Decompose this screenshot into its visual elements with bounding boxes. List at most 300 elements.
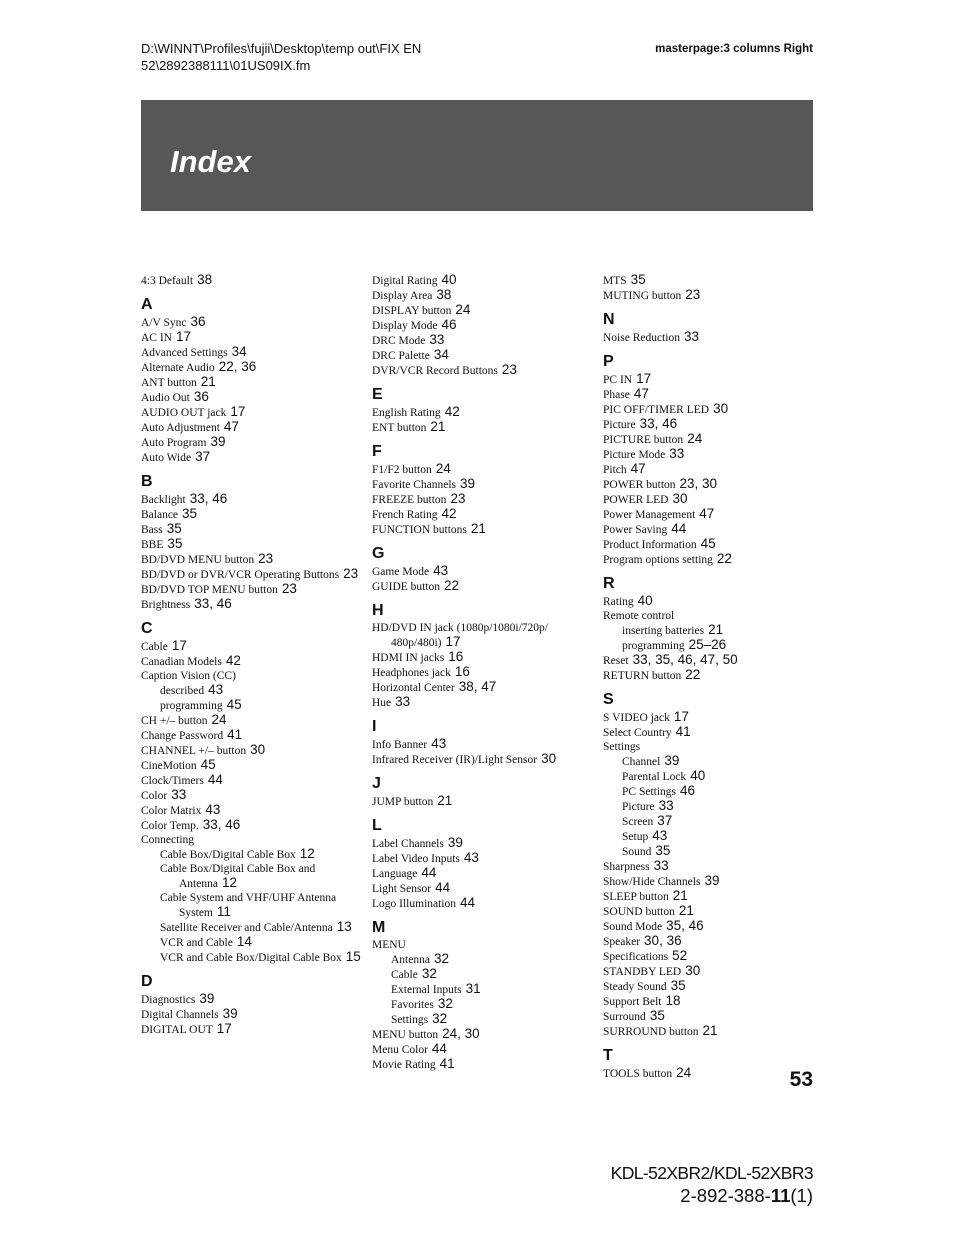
index-entry xyxy=(141,654,366,669)
index-entry xyxy=(603,725,828,740)
entry-pages: 42 xyxy=(441,506,457,521)
entry-pages: 21 xyxy=(678,903,694,918)
entry-term: Cable xyxy=(391,969,418,981)
entry-term: Canadian Models xyxy=(141,656,222,668)
entry-pages: 35 xyxy=(670,978,686,993)
code-prefix: 2-892-388- xyxy=(680,1185,771,1206)
entry-term: ENT button xyxy=(372,422,427,434)
index-entry xyxy=(372,420,600,435)
entry-term: Noise Reduction xyxy=(603,332,680,344)
index-entry xyxy=(141,1022,366,1037)
entry-term: HD/DVD IN jack (1080p/1080i/720p/ 480p/480i) xyxy=(372,622,548,649)
entry-pages: 21 xyxy=(470,521,486,536)
index-entry xyxy=(141,375,366,390)
entry-term: Auto Program xyxy=(141,437,207,449)
entry-term: Hue xyxy=(372,697,392,709)
section-letter: G xyxy=(372,545,385,562)
entry-term: MTS xyxy=(603,275,627,287)
entry-pages: 23, 30 xyxy=(679,476,718,491)
entry-pages: 14 xyxy=(236,934,252,949)
index-entry xyxy=(372,866,600,881)
section-letter: N xyxy=(603,311,615,328)
entry-pages: 39 xyxy=(447,835,463,850)
entry-pages: 33 xyxy=(653,858,669,873)
index-entry xyxy=(141,315,366,330)
entry-term: Speaker xyxy=(603,936,641,948)
index-subentry xyxy=(603,814,828,829)
index-entry xyxy=(603,387,828,402)
entry-term: Cable Box/Digital Cable Box and Antenna xyxy=(160,863,316,890)
index-entry xyxy=(603,417,828,432)
entry-pages: 44 xyxy=(435,880,451,895)
entry-pages: 17 xyxy=(445,634,461,649)
entry-pages: 22 xyxy=(444,578,460,593)
entry-pages: 39 xyxy=(222,1006,238,1021)
entry-pages: 33 xyxy=(395,694,411,709)
entry-term: JUMP button xyxy=(372,796,434,808)
index-entry xyxy=(603,874,828,889)
entry-pages: 23 xyxy=(450,491,466,506)
entry-term: POWER LED xyxy=(603,494,669,506)
entry-pages: 39 xyxy=(704,873,720,888)
index-subentry xyxy=(603,844,828,859)
entry-pages: 21 xyxy=(437,793,453,808)
entry-term: Change Password xyxy=(141,730,224,742)
index-entry xyxy=(372,348,600,363)
entry-pages: 33 xyxy=(171,787,187,802)
index-entry xyxy=(372,881,600,896)
entry-term: Audio Out xyxy=(141,392,190,404)
index-entry xyxy=(372,650,600,665)
entry-pages: 17 xyxy=(636,371,652,386)
entry-term: Display Mode xyxy=(372,320,438,332)
entry-term: Light Sensor xyxy=(372,883,432,895)
index-entry xyxy=(603,447,828,462)
entry-term: DIGITAL OUT xyxy=(141,1024,213,1036)
entry-term: MENU button xyxy=(372,1029,439,1041)
index-entry xyxy=(141,360,366,375)
entry-term: Label Video Inputs xyxy=(372,853,460,865)
index-entry xyxy=(141,582,366,597)
index-entry xyxy=(372,564,600,579)
index-entry xyxy=(603,668,828,683)
entry-term: POWER button xyxy=(603,479,676,491)
index-entry xyxy=(603,432,828,447)
index-entry xyxy=(372,273,600,288)
entry-term: External Inputs xyxy=(391,984,462,996)
index-entry xyxy=(372,507,600,522)
entry-term: RETURN button xyxy=(603,670,682,682)
section-letter: C xyxy=(141,620,153,637)
entry-pages: 30 xyxy=(250,742,266,757)
index-subentry xyxy=(141,891,366,920)
index-entry xyxy=(141,713,366,728)
entry-term: Picture Mode xyxy=(603,449,666,461)
entry-pages: 34 xyxy=(433,347,449,362)
entry-term: Favorite Channels xyxy=(372,479,456,491)
entry-term: BBE xyxy=(141,539,164,551)
index-entry xyxy=(603,492,828,507)
index-entry xyxy=(372,303,600,318)
index-entry xyxy=(372,1057,600,1072)
entry-term: Info Banner xyxy=(372,739,428,751)
index-subentry xyxy=(603,784,828,799)
entry-pages: 21 xyxy=(672,888,688,903)
entry-term: Headphones jack xyxy=(372,667,451,679)
index-entry xyxy=(372,1042,600,1057)
index-entry xyxy=(372,695,600,710)
entry-pages: 22, 36 xyxy=(218,359,257,374)
entry-pages: 43 xyxy=(433,563,449,578)
entry-term: 4:3 Default xyxy=(141,275,194,287)
entry-pages: 44 xyxy=(431,1041,447,1056)
index-entry xyxy=(141,773,366,788)
index-entry xyxy=(372,579,600,594)
entry-term: Balance xyxy=(141,509,179,521)
index-entry xyxy=(141,522,366,537)
entry-pages: 47 xyxy=(630,461,646,476)
index-entry xyxy=(372,851,600,866)
entry-pages: 23 xyxy=(281,581,297,596)
index-entry xyxy=(372,665,600,680)
entry-pages: 35 xyxy=(182,506,198,521)
entry-term: Infrared Receiver (IR)/Light Sensor xyxy=(372,754,538,766)
section-letter: D xyxy=(141,973,153,990)
entry-pages: 43 xyxy=(431,736,447,751)
entry-pages: 38 xyxy=(436,287,452,302)
entry-pages: 43 xyxy=(205,802,221,817)
index-column-1 xyxy=(141,273,366,1037)
entry-pages: 41 xyxy=(439,1056,455,1071)
index-entry xyxy=(372,405,600,420)
entry-term: Channel xyxy=(622,756,661,768)
entry-pages: 24, 30 xyxy=(442,1026,480,1041)
section-letter: L xyxy=(372,817,382,834)
entry-term: Satellite Receiver and Cable/Antenna xyxy=(160,922,333,934)
index-entry xyxy=(141,567,366,582)
entry-term: Support Belt xyxy=(603,996,662,1008)
entry-pages: 47 xyxy=(699,506,715,521)
entry-term: Color Matrix xyxy=(141,805,202,817)
entry-term: Auto Wide xyxy=(141,452,192,464)
index-entry xyxy=(603,273,828,288)
index-entry xyxy=(141,390,366,405)
entry-pages: 33 xyxy=(669,446,685,461)
entry-pages: 44 xyxy=(671,521,687,536)
entry-term: Product Information xyxy=(603,539,697,551)
entry-pages: 21 xyxy=(702,1023,718,1038)
entry-term: Clock/Timers xyxy=(141,775,204,787)
entry-term: Antenna xyxy=(391,954,430,966)
entry-pages: 22 xyxy=(716,551,732,566)
entry-pages: 33 xyxy=(429,332,445,347)
entry-pages: 39 xyxy=(664,753,680,768)
entry-term: Advanced Settings xyxy=(141,347,228,359)
index-entry xyxy=(141,420,366,435)
entry-pages: 21 xyxy=(430,419,446,434)
index-entry xyxy=(372,680,600,695)
entry-pages: 33 xyxy=(658,798,674,813)
index-entry xyxy=(603,964,828,979)
section-letter: B xyxy=(141,473,153,490)
index-entry xyxy=(372,794,600,809)
index-entry xyxy=(141,450,366,465)
entry-pages: 33, 46 xyxy=(189,491,228,506)
index-entry xyxy=(603,609,828,623)
entry-term: Select Country xyxy=(603,727,672,739)
index-entry xyxy=(141,597,366,612)
entry-term: Game Mode xyxy=(372,566,430,578)
index-entry xyxy=(603,859,828,874)
index-entry xyxy=(141,743,366,758)
entry-pages: 34 xyxy=(231,344,247,359)
entry-term: programming xyxy=(160,700,223,712)
entry-pages: 23 xyxy=(258,551,274,566)
index-entry xyxy=(603,288,828,303)
index-entry xyxy=(141,818,366,833)
entry-term: programming xyxy=(622,640,685,652)
entry-pages: 21 xyxy=(708,622,724,637)
entry-pages: 11 xyxy=(216,904,231,919)
index-entry xyxy=(372,462,600,477)
entry-pages: 41 xyxy=(227,727,243,742)
index-entry xyxy=(372,522,600,537)
entry-term: AC IN xyxy=(141,332,172,344)
entry-pages: 33, 46 xyxy=(202,817,241,832)
entry-term: Program options setting xyxy=(603,554,713,566)
entry-pages: 41 xyxy=(675,724,691,739)
index-entry xyxy=(141,992,366,1007)
entry-term: Connecting xyxy=(141,834,195,846)
entry-term: Settings xyxy=(603,741,641,753)
entry-term: DRC Palette xyxy=(372,350,430,362)
index-entry xyxy=(603,919,828,934)
entry-term: Setup xyxy=(622,831,649,843)
file-path xyxy=(141,40,501,74)
section-letter: A xyxy=(141,296,153,313)
entry-pages: 39 xyxy=(199,991,215,1006)
entry-pages: 32 xyxy=(437,996,453,1011)
entry-term: described xyxy=(160,685,205,697)
index-entry xyxy=(372,288,600,303)
index-entry xyxy=(141,435,366,450)
entry-pages: 43 xyxy=(208,682,224,697)
entry-pages: 30 xyxy=(685,963,701,978)
section-letter: S xyxy=(603,691,614,708)
entry-pages: 23 xyxy=(343,566,359,581)
index-entry xyxy=(372,1027,600,1042)
section-letter: M xyxy=(372,919,386,936)
index-entry xyxy=(372,318,600,333)
entry-term: Phase xyxy=(603,389,630,401)
index-entry xyxy=(603,522,828,537)
entry-term: TOOLS button xyxy=(603,1068,673,1080)
entry-term: Cable System and VHF/UHF Antenna System xyxy=(160,892,337,919)
entry-term: Menu Color xyxy=(372,1044,428,1056)
index-entry xyxy=(603,904,828,919)
entry-pages: 32 xyxy=(432,1011,448,1026)
index-entry xyxy=(141,345,366,360)
section-letter: J xyxy=(372,775,381,792)
entry-pages: 44 xyxy=(207,772,223,787)
entry-term: Auto Adjustment xyxy=(141,422,220,434)
entry-term: Power Management xyxy=(603,509,696,521)
entry-term: SLEEP button xyxy=(603,891,669,903)
entry-pages: 24 xyxy=(435,461,451,476)
index-entry xyxy=(372,752,600,767)
entry-pages: 16 xyxy=(448,649,464,664)
entry-pages: 35 xyxy=(630,272,646,287)
entry-pages: 30 xyxy=(541,751,557,766)
entry-term: PC IN xyxy=(603,374,633,386)
entry-term: Steady Sound xyxy=(603,981,667,993)
index-entry xyxy=(603,402,828,417)
entry-pages: 45 xyxy=(226,697,242,712)
entry-term: Cable Box/Digital Cable Box xyxy=(160,849,296,861)
index-entry xyxy=(603,594,828,609)
index-entry xyxy=(141,405,366,420)
entry-pages: 35, 46 xyxy=(666,918,704,933)
index-entry xyxy=(603,372,828,387)
entry-term: Settings xyxy=(391,1014,429,1026)
entry-term: BD/DVD MENU button xyxy=(141,554,255,566)
entry-pages: 33 xyxy=(683,329,700,344)
index-entry xyxy=(372,836,600,851)
entry-term: Cable xyxy=(141,641,168,653)
section-letter: R xyxy=(603,575,615,592)
index-entry xyxy=(603,330,828,345)
document-code xyxy=(680,1185,813,1207)
entry-term: Brightness xyxy=(141,599,191,611)
entry-pages: 17 xyxy=(230,404,246,419)
index-entry xyxy=(141,273,366,288)
index-subentry xyxy=(603,638,828,653)
entry-pages: 52 xyxy=(672,948,688,963)
entry-pages: 33, 35, 46, 47, 50 xyxy=(632,652,738,667)
entry-term: Picture xyxy=(622,801,655,813)
index-column-3 xyxy=(603,273,828,1081)
index-subentry xyxy=(141,862,366,891)
entry-term: HDMI IN jacks xyxy=(372,652,445,664)
index-subentry xyxy=(603,623,828,638)
entry-term: STANDBY LED xyxy=(603,966,682,978)
entry-pages: 40 xyxy=(690,768,706,783)
entry-pages: 24 xyxy=(687,431,703,446)
entry-term: Favorites xyxy=(391,999,434,1011)
index-entry xyxy=(603,552,828,567)
entry-term: DISPLAY button xyxy=(372,305,452,317)
index-subentry xyxy=(372,1012,600,1027)
entry-term: VCR and Cable Box/Digital Cable Box xyxy=(160,952,342,964)
entry-pages: 33, 46 xyxy=(639,416,678,431)
entry-term: Power Saving xyxy=(603,524,668,536)
index-entry xyxy=(141,330,366,345)
entry-pages: 36 xyxy=(190,314,206,329)
entry-pages: 17 xyxy=(216,1021,232,1036)
index-entry xyxy=(603,1009,828,1024)
index-entry xyxy=(141,507,366,522)
entry-term: Digital Rating xyxy=(372,275,438,287)
entry-pages: 30 xyxy=(672,491,688,506)
index-entry xyxy=(603,889,828,904)
index-entry xyxy=(141,833,366,847)
index-entry xyxy=(141,639,366,654)
entry-term: English Rating xyxy=(372,407,441,419)
masterpage-label: masterpage:3 columns Right xyxy=(655,43,813,55)
entry-term: Parental Lock xyxy=(622,771,687,783)
entry-term: PIC OFF/TIMER LED xyxy=(603,404,710,416)
entry-term: Backlight xyxy=(141,494,186,506)
entry-pages: 39 xyxy=(210,434,226,449)
entry-pages: 22 xyxy=(685,667,701,682)
section-letter: E xyxy=(372,386,383,403)
entry-term: Screen xyxy=(622,816,654,828)
index-subentry xyxy=(603,754,828,769)
index-entry xyxy=(372,737,600,752)
entry-pages: 12 xyxy=(299,846,315,861)
entry-term: FUNCTION buttons xyxy=(372,524,467,536)
entry-term: CHANNEL +/– button xyxy=(141,745,247,757)
index-subentry xyxy=(603,829,828,844)
entry-term: PC Settings xyxy=(622,786,677,798)
index-entry xyxy=(603,462,828,477)
index-entry xyxy=(372,492,600,507)
index-entry xyxy=(603,934,828,949)
page-number: 53 xyxy=(789,1068,813,1091)
index-subentry xyxy=(141,950,366,965)
index-entry xyxy=(603,653,828,668)
entry-term: MENU xyxy=(372,939,406,951)
entry-pages: 17 xyxy=(176,329,192,344)
entry-term: SURROUND button xyxy=(603,1026,699,1038)
section-letter: T xyxy=(603,1047,613,1064)
entry-pages: 17 xyxy=(673,709,689,724)
index-entry xyxy=(603,740,828,754)
entry-pages: 47 xyxy=(223,419,239,434)
entry-pages: 24 xyxy=(676,1065,692,1080)
entry-pages: 46 xyxy=(441,317,457,332)
index-entry xyxy=(603,710,828,725)
entry-term: Specifications xyxy=(603,951,669,963)
entry-pages: 35 xyxy=(649,1008,665,1023)
index-entry xyxy=(141,537,366,552)
entry-pages: 21 xyxy=(200,374,216,389)
index-entry xyxy=(603,949,828,964)
entry-term: Remote control xyxy=(603,610,675,622)
entry-term: Sound xyxy=(622,846,652,858)
index-subentry xyxy=(141,935,366,950)
entry-term: SOUND button xyxy=(603,906,675,918)
index-subentry xyxy=(372,997,600,1012)
file-path-line1: D:\WINNT\Profiles\fujii\Desktop\temp out\FIX EN xyxy=(141,41,422,56)
entry-term: DRC Mode xyxy=(372,335,426,347)
entry-pages: 37 xyxy=(657,813,673,828)
section-letter: I xyxy=(372,718,377,735)
index-entry xyxy=(603,477,828,492)
file-path-line2: 52\2892388111\01US09IX.fm xyxy=(141,58,311,73)
entry-term: GUIDE button xyxy=(372,581,441,593)
entry-term: Rating xyxy=(603,596,634,608)
entry-term: Movie Rating xyxy=(372,1059,436,1071)
entry-pages: 18 xyxy=(665,993,681,1008)
index-entry xyxy=(372,363,600,378)
entry-pages: 40 xyxy=(441,272,457,287)
index-subentry xyxy=(603,799,828,814)
entry-pages: 30 xyxy=(713,401,729,416)
entry-term: Show/Hide Channels xyxy=(603,876,701,888)
index-entry xyxy=(372,621,600,650)
entry-term: Sound Mode xyxy=(603,921,663,933)
